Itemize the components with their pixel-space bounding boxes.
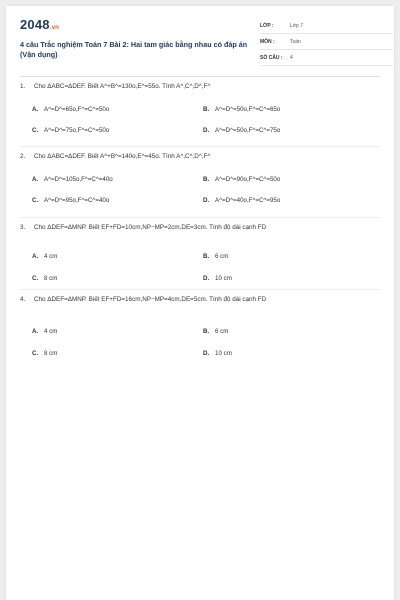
option-b[interactable] [203,106,280,113]
question-divider [20,217,380,218]
logo-text: 2048 [20,17,50,32]
question-2 [20,153,380,208]
question-body: Cho ΔDEF=ΔMNP. Biết EF+FD=16cm,NP−MP=4cm,DE=5cm. Tính độ dài cạnh FD [34,296,267,303]
option-letter: A. [32,106,39,113]
question-body: Cho ΔABC=ΔDEF. Biết A^+B^=130o,E^=55o. Tính A^,C^,D^,F^ [34,83,211,90]
meta-row-subject [260,34,393,50]
option-b[interactable] [203,253,228,260]
meta-label: MÔN : [260,39,275,45]
option-text: 4 cm [44,328,58,335]
question-4 [20,296,380,357]
question-1 [20,83,380,138]
meta-label: LỚP : [260,23,274,29]
option-letter: C. [32,127,39,134]
site-logo[interactable] [20,17,59,32]
question-divider [20,146,380,147]
option-c[interactable] [32,350,57,357]
option-letter: B. [203,106,210,113]
question-number: 3. [20,224,26,231]
option-text: 10 cm [215,275,232,282]
question-number: 2. [20,153,26,160]
option-d[interactable] [203,350,232,357]
option-letter: D. [203,350,210,357]
question-body: Cho ΔDEF=ΔMNP. Biết EF+FD=10cm,NP−MP=2cm,DE=3cm. Tính độ dài cạnh FD [34,224,267,231]
option-letter: D. [203,127,210,134]
meta-row-count [260,50,393,66]
option-a[interactable] [32,328,57,335]
option-c[interactable] [32,275,57,282]
option-text: A^=D^=75o,F^=C^=50o [44,127,110,134]
question-body: Cho ΔABC=ΔDEF. Biết A^+B^=140o,E^=45o. Tính A^,C^,D^,F^ [34,153,211,160]
meta-value: Toán [290,39,301,45]
document-title: 4 câu Trắc nghiệm Toán 7 Bài 2: Hai tam giác bằng nhau có đáp án (Vận dụng) [20,40,248,59]
option-text: A^=D^=40o,F^=C^=95o [215,197,281,204]
option-c[interactable] [32,127,109,134]
question-text [20,153,380,163]
meta-value: Lớp 7 [290,23,304,29]
question-text [20,224,380,234]
option-letter: B. [203,328,210,335]
option-letter: D. [203,197,210,204]
question-number: 1. [20,83,26,90]
meta-row-class [260,18,393,34]
option-a[interactable] [32,106,109,113]
option-text: 8 cm [44,350,58,357]
document-page [6,6,394,600]
option-letter: C. [32,197,39,204]
option-list [20,93,380,138]
option-a[interactable] [32,253,57,260]
option-b[interactable] [203,176,280,183]
question-text [20,296,380,306]
option-letter: A. [32,328,39,335]
option-letter: B. [203,253,210,260]
meta-label: SỐ CÂU : [260,55,283,61]
option-text: A^=D^=65o,F^=C^=50o [44,106,110,113]
option-text: A^=D^=90o,F^=C^=50o [215,176,281,183]
option-text: 6 cm [215,253,229,260]
option-letter: C. [32,275,39,282]
option-list [20,163,380,208]
option-text: 4 cm [44,253,58,260]
meta-value: 4 [290,55,293,61]
question-text [20,83,380,93]
option-b[interactable] [203,328,228,335]
page-header [20,14,380,69]
option-letter: D. [203,275,210,282]
option-list [20,234,380,282]
option-text: A^=D^=50o,F^=C^=65o [215,106,281,113]
option-d[interactable] [203,197,280,204]
question-number: 4. [20,296,26,303]
option-letter: A. [32,176,39,183]
option-text: A^=D^=95o,F^=C^=40o [44,197,110,204]
option-text: 8 cm [44,275,58,282]
question-divider [20,289,380,290]
option-letter: B. [203,176,210,183]
option-c[interactable] [32,197,109,204]
option-text: 10 cm [215,350,232,357]
option-d[interactable] [203,275,232,282]
option-a[interactable] [32,176,113,183]
logo-domain: .vn [49,25,60,31]
question-3 [20,224,380,282]
option-text: A^=D^=50o,F^=C^=75o [215,127,281,134]
option-letter: A. [32,253,39,260]
option-text: 6 cm [215,328,229,335]
option-list [20,306,380,357]
meta-info-table [260,18,393,66]
option-d[interactable] [203,127,280,134]
option-letter: C. [32,350,39,357]
header-divider [20,76,380,77]
option-text: A^=D^=105o,F^=C^=40o [44,176,113,183]
